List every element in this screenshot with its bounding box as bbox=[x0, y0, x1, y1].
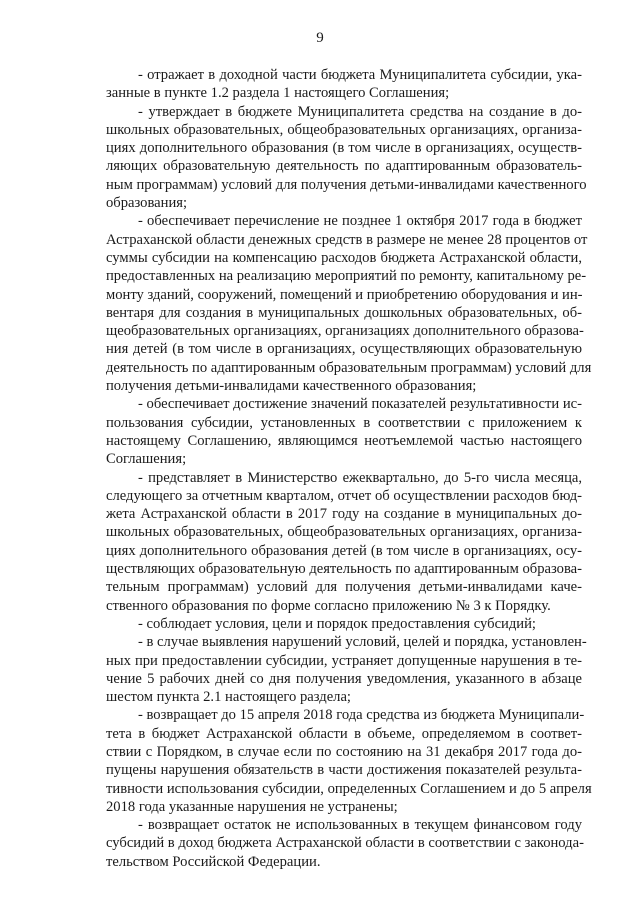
text-line: циях дополнительного образования детей (в том числе в организациях, осу- bbox=[106, 542, 582, 559]
text-line: ных при предоставлении субсидии, устраняет допущенные нарушения в те- bbox=[106, 652, 582, 669]
text-line: образования; bbox=[106, 195, 188, 212]
text-line: Астраханской области денежных средств в размере не менее 28 процентов от bbox=[106, 231, 588, 248]
text-line: предоставленных на реализацию мероприятий по ремонту, капитальному ре- bbox=[106, 268, 587, 285]
text-line: субсидий в доход бюджета Астраханской области в соответствии с законода- bbox=[106, 835, 584, 852]
text-line: - отражает в доходной части бюджета Муниципалитета субсидии, ука- bbox=[138, 67, 582, 83]
page-number: 9 bbox=[316, 30, 324, 46]
text-line: настоящему Соглашению, являющимся неотъемлемой частью настоящего bbox=[106, 432, 582, 449]
paragraph bbox=[106, 706, 592, 816]
text-line: тельным программам) условий для получения детьми-инвалидами каче- bbox=[106, 579, 582, 596]
text-line: - соблюдает условия, цели и порядок предоставления субсидий; bbox=[138, 615, 536, 632]
text-line: тета в бюджет Астраханской области в объеме, определяемом в соответ- bbox=[106, 725, 582, 742]
text-line: монту зданий, сооружений, помещений и приобретению оборудования и ин- bbox=[106, 286, 583, 303]
text-line: - утверждает в бюджете Муниципалитета средства на создание в до- bbox=[138, 103, 582, 120]
text-line: циях дополнительного образования (в том числе в организациях, осуществ- bbox=[106, 140, 582, 157]
text-line: Соглашения; bbox=[106, 451, 187, 468]
text-line: - обеспечивает перечисление не позднее 1 октября 2017 года в бюджет bbox=[138, 213, 582, 230]
paragraph bbox=[106, 816, 582, 871]
text-line: - в случае выявления нарушений условий, целей и порядка, установлен- bbox=[138, 634, 587, 651]
text-line: ществляющих образовательную деятельность по адаптированным образова- bbox=[106, 561, 582, 578]
text-line: - возвращает до 15 апреля 2018 года средства из бюджета Муниципали- bbox=[138, 707, 585, 724]
text-line: суммы субсидии на компенсацию расходов бюджета Астраханской области, bbox=[106, 249, 582, 266]
text-line: вентаря для создания в муниципальных дошкольных образовательных, об- bbox=[106, 304, 582, 321]
text-line: тельством Российской Федерации. bbox=[106, 853, 321, 870]
paragraph bbox=[106, 633, 587, 706]
text-line: жета Астраханской области в 2017 году на создание в муниципальных до- bbox=[106, 506, 582, 523]
text-line: занные в пункте 1.2 раздела 1 настоящего Соглашения; bbox=[106, 85, 450, 102]
paragraph bbox=[106, 615, 582, 633]
document-body bbox=[106, 66, 592, 871]
text-line: ственного образования по форме согласно приложению № 3 к Порядку. bbox=[106, 597, 551, 614]
paragraph bbox=[106, 212, 592, 395]
text-line: ляющих образовательную деятельность по адаптированным образователь- bbox=[106, 158, 582, 175]
text-line: - представляет в Министерство ежеквартально, до 5-го числа месяца, bbox=[138, 469, 582, 486]
text-line: ным программам) условий для получения детьми-инвалидами качественного bbox=[106, 176, 587, 193]
paragraph bbox=[106, 395, 582, 468]
text-line: - возвращает остаток не использованных в текущем финансовом году bbox=[138, 817, 582, 834]
text-line: чение 5 рабочих дней со дня получения уведомления, указанного в абзаце bbox=[106, 670, 582, 687]
text-line: ствии с Порядком, в случае если по состоянию на 31 декабря 2017 года до- bbox=[106, 743, 582, 760]
text-line: щеобразовательных организациях, организациях дополнительного образова- bbox=[106, 323, 584, 340]
text-line: деятельность по адаптированным образовательным программам) условий для bbox=[106, 359, 592, 376]
text-line: школьных образовательных, общеобразовательных организациях, организа- bbox=[106, 121, 582, 138]
text-line: - обеспечивает достижение значений показателей результативности ис- bbox=[138, 396, 582, 413]
text-line: 2018 года указанные нарушения не устранены; bbox=[106, 798, 398, 815]
text-line: тивности использования субсидии, определенных Соглашением и до 5 апреля bbox=[106, 780, 592, 797]
text-line: получения детьми-инвалидами качественного образования; bbox=[106, 378, 477, 395]
text-line: шестом пункта 2.1 настоящего раздела; bbox=[106, 689, 351, 706]
paragraph bbox=[106, 103, 587, 213]
paragraph bbox=[106, 66, 582, 103]
text-line: пользования субсидии, установленных в соответствии с приложением к bbox=[106, 414, 582, 431]
text-line: школьных образовательных, общеобразовательных организациях, организа- bbox=[106, 524, 582, 541]
text-line: ния детей (в том числе в организациях, осуществляющих образовательную bbox=[106, 341, 582, 358]
text-line: пущены нарушения обязательств в части достижения показателей результа- bbox=[106, 762, 582, 779]
paragraph bbox=[106, 469, 582, 615]
text-line: следующего за отчетным кварталом, отчет об осуществлении расходов бюд- bbox=[106, 487, 582, 504]
